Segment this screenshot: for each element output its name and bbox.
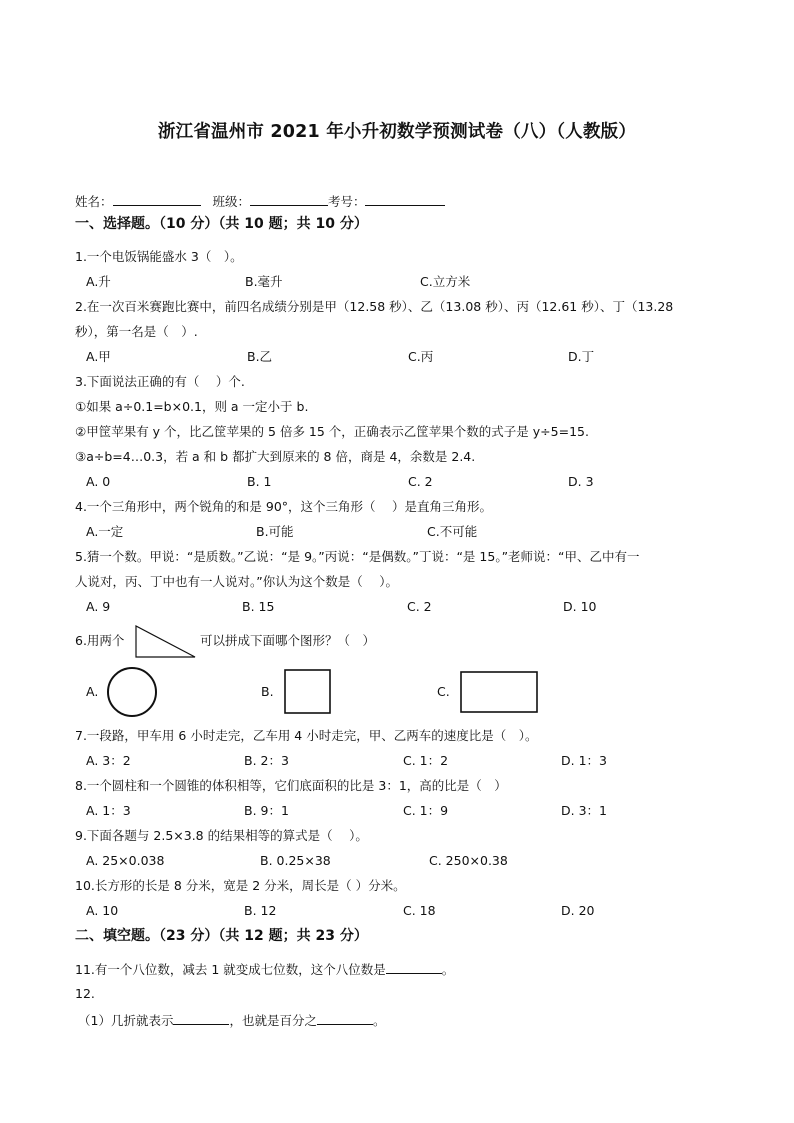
rectangle-figure [460,671,540,715]
q3-option-b[interactable]: B. 1 [247,474,272,489]
q10-option-c[interactable]: C. 18 [403,903,436,918]
q3-statement-2: ②甲筐苹果有 y 个，比乙筐苹果的 5 倍多 15 个，正确表示乙筐苹果个数的式子是 y÷5=15. [75,424,589,439]
q8-option-a[interactable]: A. 1：3 [86,803,131,818]
q6-option-c[interactable]: C. [437,684,450,699]
number-blank[interactable] [365,192,445,206]
square-figure [284,669,332,715]
q7-option-c[interactable]: C. 1：2 [403,753,449,768]
class-label: 班级： [212,194,250,209]
q3-option-d[interactable]: D. 3 [568,474,594,489]
section-2-heading: 二、填空题。（23 分）（共 12 题；共 23 分） [75,928,368,944]
q12-part-1-text: （1）几折就表示 [78,1013,174,1028]
question-10: 10.长方形的长是 8 分米，宽是 2 分米，周长是（ ）分米。 [75,878,406,893]
q2-option-a[interactable]: A.甲 [86,349,111,364]
q5-option-a[interactable]: A. 9 [86,599,111,614]
q2-option-d[interactable]: D.丁 [568,349,595,364]
question-12-part-1 [78,1011,386,1030]
q8-option-c[interactable]: C. 1：9 [403,803,449,818]
q3-option-a[interactable]: A. 0 [86,474,111,489]
name-label: 姓名： [75,194,113,209]
q4-option-a[interactable]: A.一定 [86,524,124,539]
q5-option-b[interactable]: B. 15 [242,599,275,614]
q1-option-c[interactable]: C.立方米 [420,274,471,289]
section-1-heading: 一、选择题。（10 分）（共 10 题；共 10 分） [75,216,368,232]
q7-option-d[interactable]: D. 1：3 [561,753,607,768]
q10-option-d[interactable]: D. 20 [561,903,595,918]
number-label: 考号： [327,194,366,209]
question-2-line-1: 2.在一次百米赛跑比赛中，前四名成绩分别是甲（12.58 秒）、乙（13.08 秒）、丙（12.61 秒）、丁（13.28 [75,299,674,314]
q12-blank-1[interactable] [173,1011,229,1025]
q4-option-c[interactable]: C.不可能 [427,524,478,539]
q9-option-a[interactable]: A. 25×0.038 [86,853,165,868]
q3-statement-1: ①如果 a÷0.1=b×0.1，则 a 一定小于 b. [75,399,309,414]
q9-option-b[interactable]: B. 0.25×38 [260,853,331,868]
q11-answer-blank[interactable] [386,960,442,974]
page-title: 浙江省温州市 2021 年小升初数学预测试卷（八）（人教版） [157,122,637,142]
student-info-line [75,192,445,211]
question-1: 1.一个电饭锅能盛水 3（ ）。 [75,249,243,264]
q12-part-1-mid: ，也就是百分之 [229,1013,317,1028]
question-2-line-2: 秒），第一名是（ ）. [75,324,198,339]
question-11-end: 。 [441,962,455,977]
question-9: 9.下面各题与 2.5×3.8 的结果相等的算式是（ ）。 [75,828,368,843]
q5-option-d[interactable]: D. 10 [563,599,597,614]
q6-option-b[interactable]: B. [261,684,274,699]
q2-option-c[interactable]: C.丙 [408,349,434,364]
q1-option-a[interactable]: A.升 [86,274,111,289]
q3-option-c[interactable]: C. 2 [408,474,433,489]
question-11-text: 11.有一个八位数，减去 1 就变成七位数，这个八位数是 [75,962,386,977]
q6-option-a[interactable]: A. [86,684,99,699]
circle-figure [106,666,158,718]
question-11 [75,960,454,979]
question-7: 7.一段路，甲车用 6 小时走完，乙车用 4 小时走完，甲、乙两车的速度比是（ ）。 [75,728,538,743]
class-blank[interactable] [250,192,328,206]
q3-statement-3: ③a÷b=4…0.3，若 a 和 b 都扩大到原来的 8 倍，商是 4，余数是 2.4. [75,449,476,464]
q4-option-b[interactable]: B.可能 [256,524,294,539]
question-5-line-2: 人说对，丙、丁中也有一人说对。”你认为这个数是（ ）。 [75,574,398,589]
q12-blank-2[interactable] [317,1011,373,1025]
q8-option-b[interactable]: B. 9：1 [244,803,289,818]
q10-option-a[interactable]: A. 10 [86,903,119,918]
question-6-suffix: 可以拼成下面哪个图形？（ ） [200,633,376,648]
q7-option-a[interactable]: A. 3：2 [86,753,131,768]
q7-option-b[interactable]: B. 2：3 [244,753,289,768]
question-12-number: 12. [75,986,95,1001]
q5-option-c[interactable]: C. 2 [407,599,432,614]
right-triangle-figure [134,624,198,660]
q8-option-d[interactable]: D. 3：1 [561,803,607,818]
name-blank[interactable] [113,192,201,206]
question-8: 8.一个圆柱和一个圆锥的体积相等，它们底面积的比是 3：1，高的比是（ ） [75,778,507,793]
question-5-line-1: 5.猜一个数。甲说：“是质数。”乙说：“是 9。”丙说：“是偶数。”丁说：“是 15。”老师说：“甲、乙中有一 [75,549,640,564]
q1-option-b[interactable]: B.毫升 [245,274,283,289]
q2-option-b[interactable]: B.乙 [247,349,273,364]
q12-part-1-end: 。 [372,1013,386,1028]
question-6-prefix: 6.用两个 [75,633,125,648]
question-4: 4.一个三角形中，两个锐角的和是 90°，这个三角形（ ）是直角三角形。 [75,499,493,514]
q9-option-c[interactable]: C. 250×0.38 [429,853,508,868]
q10-option-b[interactable]: B. 12 [244,903,277,918]
question-3: 3.下面说法正确的有（ ）个. [75,374,245,389]
